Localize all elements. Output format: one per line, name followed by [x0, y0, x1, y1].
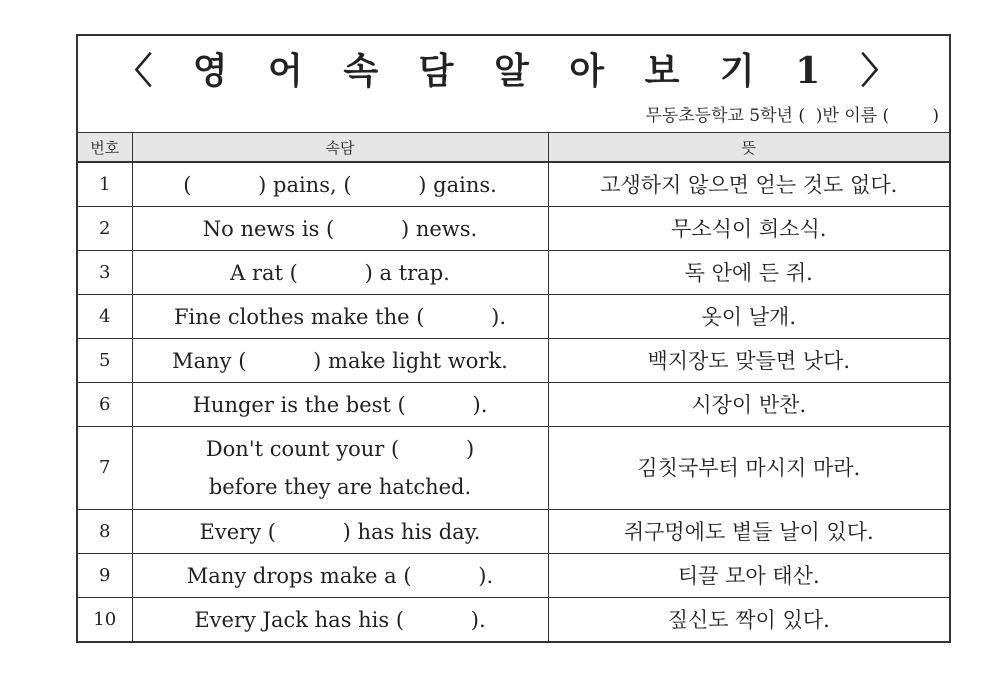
- row-number: 4: [78, 295, 132, 339]
- worksheet: [76, 34, 951, 643]
- row-number: 1: [78, 162, 132, 207]
- row-meaning: 독 안에 든 쥐.: [548, 251, 949, 295]
- row-proverb: Hunger is the best ( ).: [132, 383, 548, 427]
- table-row: [78, 510, 949, 554]
- row-meaning: 김칫국부터 마시지 마라.: [548, 427, 949, 510]
- row-proverb: Every ( ) has his day.: [132, 510, 548, 554]
- table-row: [78, 339, 949, 383]
- row-meaning: 고생하지 않으면 얻는 것도 없다.: [548, 162, 949, 207]
- row-meaning: 백지장도 맞들면 낫다.: [548, 339, 949, 383]
- table-row: [78, 554, 949, 598]
- row-meaning: 무소식이 희소식.: [548, 207, 949, 251]
- table-header-row: [78, 133, 949, 162]
- row-proverb: Fine clothes make the ( ).: [132, 295, 548, 339]
- table-row: [78, 598, 949, 642]
- table-row: [78, 251, 949, 295]
- table-row: [78, 427, 949, 510]
- table-row: [78, 383, 949, 427]
- row-number: 9: [78, 554, 132, 598]
- row-meaning: 시장이 반찬.: [548, 383, 949, 427]
- proverb-table: [78, 133, 949, 641]
- row-number: 3: [78, 251, 132, 295]
- row-meaning: 쥐구멍에도 볕들 날이 있다.: [548, 510, 949, 554]
- school-name-line: 무동초등학교 5학년 ( )반 이름 ( ): [78, 100, 949, 133]
- header-meaning: 뜻: [548, 133, 949, 162]
- row-meaning: 옷이 날개.: [548, 295, 949, 339]
- table-row: [78, 162, 949, 207]
- row-number: 7: [78, 427, 132, 510]
- row-proverb: Many drops make a ( ).: [132, 554, 548, 598]
- row-number: 10: [78, 598, 132, 642]
- table-row: [78, 295, 949, 339]
- header-number: 번호: [78, 133, 132, 162]
- header-proverb: 속담: [132, 133, 548, 162]
- row-proverb: ( ) pains, ( ) gains.: [132, 162, 548, 207]
- row-proverb: A rat ( ) a trap.: [132, 251, 548, 295]
- row-number: 5: [78, 339, 132, 383]
- page-title: 〈 영 어 속 담 알 아 보 기 1 〉: [116, 49, 911, 92]
- row-number: 2: [78, 207, 132, 251]
- row-proverb: Don't count your ( ) before they are hatched.: [132, 427, 548, 510]
- row-meaning: 짚신도 짝이 있다.: [667, 607, 830, 632]
- row-number: 8: [78, 510, 132, 554]
- row-proverb: Every Jack has his ( ).: [132, 598, 548, 642]
- table-row: [78, 207, 949, 251]
- row-number: 6: [78, 383, 132, 427]
- row-proverb: Many ( ) make light work.: [132, 339, 548, 383]
- row-proverb: No news is ( ) news.: [132, 207, 548, 251]
- row-meaning: 티끌 모아 태산.: [548, 554, 949, 598]
